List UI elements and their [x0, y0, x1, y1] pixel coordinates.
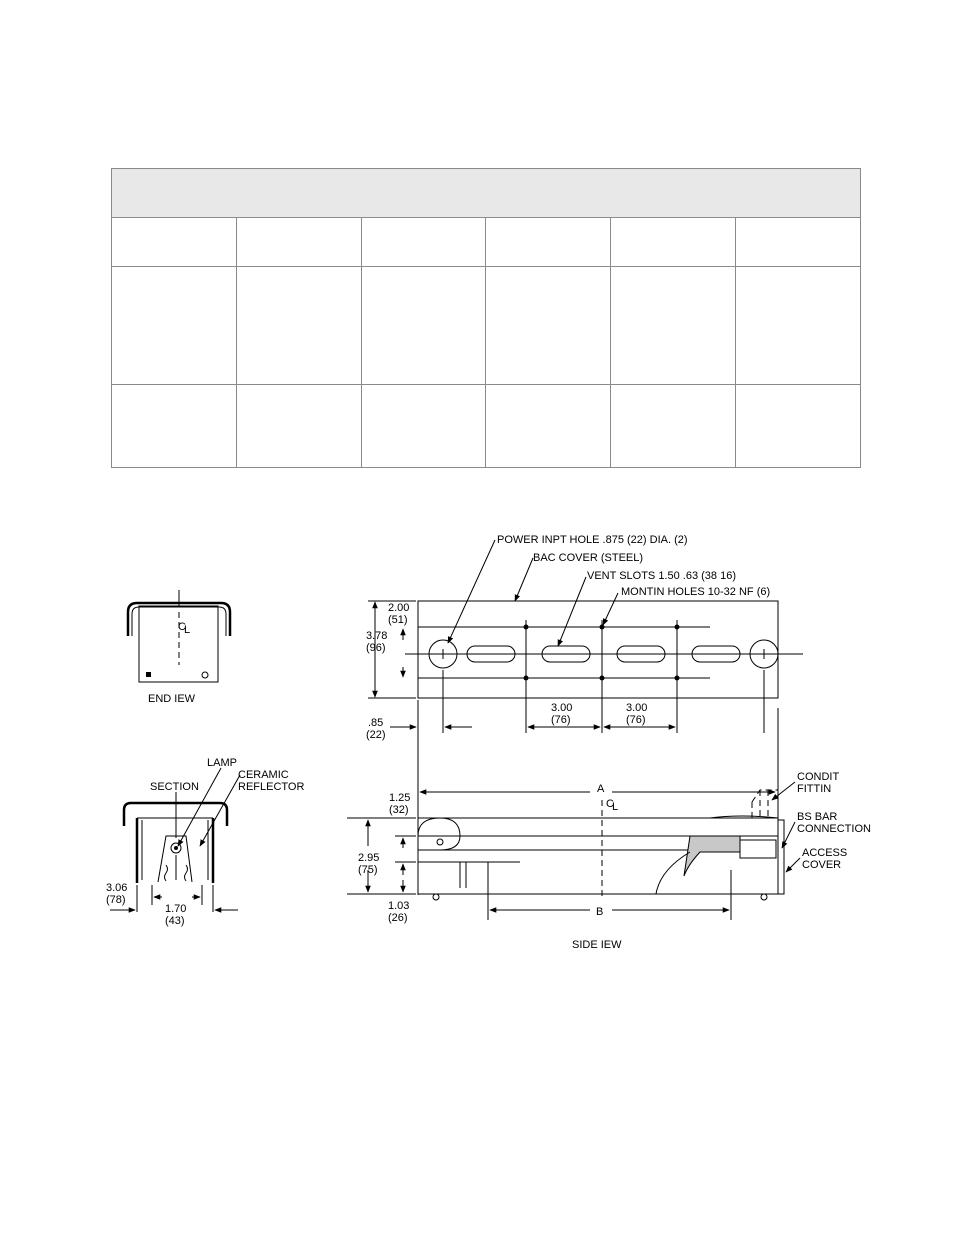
table-column-header [736, 218, 861, 267]
technical-drawing [0, 520, 954, 960]
side-centerline-sub: L [612, 801, 619, 813]
dim-top: 2.00 [388, 602, 410, 614]
dim-lower: 1.03 [388, 900, 410, 912]
dim-b-label: B [596, 906, 604, 918]
section-label: SECTION [150, 781, 199, 793]
table-column-header [486, 218, 611, 267]
dim-spacing-1-mm: (76) [551, 714, 571, 726]
callout-access-line2: COVER [802, 859, 842, 871]
side-centerline-mark: C [606, 798, 614, 810]
callout-busbar-line2: CONNECTION [797, 823, 871, 835]
table-column-header [611, 218, 736, 267]
dim-spacing-2-mm: (76) [626, 714, 646, 726]
table-column-header [236, 218, 361, 267]
table-column-header [361, 218, 486, 267]
table-cell [236, 267, 361, 385]
side-view [347, 708, 871, 951]
table-cell [236, 385, 361, 468]
table-cell [486, 267, 611, 385]
table-cell [611, 385, 736, 468]
spec-table [111, 168, 861, 468]
callout-power-hole: POWER INPT HOLE .875 (22) DIA. (2) [497, 534, 688, 546]
end-view-centerline-mark: C [178, 621, 186, 633]
end-view [128, 590, 230, 705]
section-dim-inner: 1.70 [165, 903, 187, 915]
table-cell [361, 267, 486, 385]
dim-edge-mm: (22) [366, 729, 386, 741]
reflector-label-line1: CERAMIC [238, 769, 289, 781]
callout-conduit-line2: FITTIN [797, 783, 832, 795]
table-cell [361, 385, 486, 468]
end-view-title: END IEW [148, 693, 196, 705]
dim-upper-mm: (32) [389, 804, 409, 816]
table-row [112, 267, 861, 385]
table-header [112, 169, 861, 218]
table-cell [736, 385, 861, 468]
lamp-label: LAMP [207, 757, 237, 769]
callout-conduit-line1: CONDIT [797, 771, 840, 783]
dim-spacing-1: 3.00 [551, 702, 573, 714]
callout-access-line1: ACCESS [802, 847, 848, 859]
dim-edge: .85 [368, 717, 384, 729]
callout-vent-slots: VENT SLOTS 1.50 .63 (38 16) [587, 570, 736, 582]
section-view [106, 757, 304, 927]
table-cell [486, 385, 611, 468]
callout-busbar-line1: BS BAR [797, 811, 838, 823]
table-row [112, 385, 861, 468]
table-column-header [112, 218, 237, 267]
table-cell [736, 267, 861, 385]
dim-total-mm: (75) [358, 864, 378, 876]
table-cell [112, 267, 237, 385]
dim-top-mm: (51) [388, 614, 408, 626]
dim-total: 2.95 [358, 852, 380, 864]
section-dim-width-mm: (78) [106, 894, 126, 906]
end-view-centerline-sub: L [184, 624, 191, 636]
section-dim-inner-mm: (43) [165, 915, 185, 927]
dim-lower-mm: (26) [388, 912, 408, 924]
callout-back-cover: BAC COVER (STEEL) [533, 552, 644, 564]
side-view-title: SIDE IEW [572, 939, 622, 951]
dim-upper: 1.25 [389, 792, 411, 804]
reflector-label-line2: REFLECTOR [238, 781, 305, 793]
callout-mounting-holes: MONTIN HOLES 10-32 NF (6) [621, 586, 771, 598]
dim-a-label: A [597, 783, 605, 795]
dim-height-mm: (96) [366, 642, 386, 654]
dim-height: 3.78 [366, 630, 388, 642]
table-cell [112, 385, 237, 468]
dim-spacing-2: 3.00 [626, 702, 648, 714]
section-dim-width: 3.06 [106, 882, 128, 894]
table-cell [611, 267, 736, 385]
